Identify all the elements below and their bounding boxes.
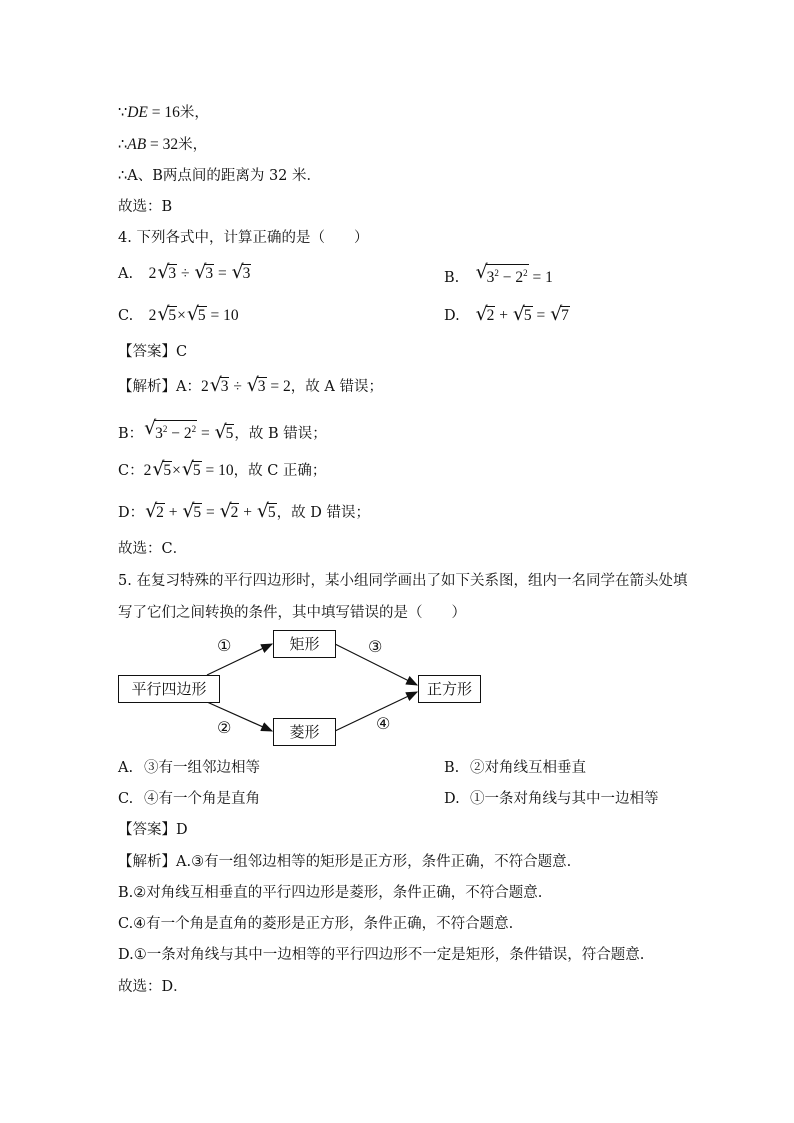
step-ab: ∴AB = 32米，: [118, 136, 208, 153]
q4-analysis-d: D： √ 2 + √ 5 = √ 2 + √ 5，故 D 错误；: [118, 500, 370, 522]
q5-conclusion: 故选：D．: [118, 979, 188, 995]
q5-option-b: B. ②对角线互相垂直: [444, 760, 586, 776]
step-choice: 故选：B: [118, 199, 173, 215]
q5-option-c: C. ④有一个角是直角: [118, 791, 260, 807]
q4-option-d: D. √ 2 + √ 5 = √ 7: [444, 303, 569, 325]
label-circle-1: ①: [217, 636, 232, 655]
q4-option-b: B. √ $3^2 - 2^2 = 1$: [444, 261, 553, 286]
q5-answer: 【答案】D: [118, 822, 188, 838]
q5-analysis-a: 【解析】A.③有一组邻边相等的矩形是正方形，条件正确，不符合题意.: [118, 854, 572, 870]
q5-analysis-b: B.②对角线互相垂直的平行四边形是菱形，条件正确，不符合题意.: [118, 885, 543, 901]
q4-option-c: C. 2 √ 5× √ 5 = 10: [118, 303, 239, 325]
q4-analysis-b: B： √ $3^2 - 2^2$ = √ 5，故 B 错误；: [118, 417, 327, 443]
q5-analysis-c: C.④有一个角是直角的菱形是正方形，条件正确，不符合题意.: [118, 916, 514, 932]
box-square: 正方形: [418, 675, 481, 703]
q4-answer: 【答案】C: [118, 344, 188, 360]
q4-stem: 4. 下列各式中，计算正确的是（ ）: [118, 230, 369, 246]
step-distance: ∴A、B两点间的距离为 32 米．: [118, 168, 322, 184]
label-circle-2: ②: [217, 718, 232, 737]
q4-analysis-a: 【解析】A：2 √ 3 ÷ √ 3 = 2，故 A 错误；: [118, 374, 383, 396]
q4-analysis-c: C：2 √ 5× √ 5 = 10，故 C 正确；: [118, 458, 327, 480]
q5-stem-line2: 写了它们之间转换的条件，其中填写错误的是（ ）: [118, 605, 466, 621]
q5-stem-line1: 5. 在复习特殊的平行四边形时，某小组同学画出了如下关系图，组内一名同学在箭头处填: [118, 573, 688, 589]
q4-option-a: A. 2 √ 3 ÷ √ 3 = √ 3: [118, 261, 251, 283]
q5-option-d: D. ①一条对角线与其中一边相等: [444, 791, 659, 807]
q5-option-a: A. ③有一组邻边相等: [118, 760, 260, 776]
label-circle-4: ④: [376, 714, 391, 733]
box-rectangle: 矩形: [273, 630, 336, 658]
q4-conclusion: 故选：C．: [118, 541, 188, 557]
step-de: ∵DE = 16米，: [118, 104, 209, 121]
box-parallelogram: 平行四边形: [118, 675, 220, 703]
box-rhombus: 菱形: [273, 718, 336, 746]
label-circle-3: ③: [368, 637, 383, 656]
q5-analysis-d: D.①一条对角线与其中一边相等的平行四边形不一定是矩形，条件错误，符合题意.: [118, 947, 645, 963]
